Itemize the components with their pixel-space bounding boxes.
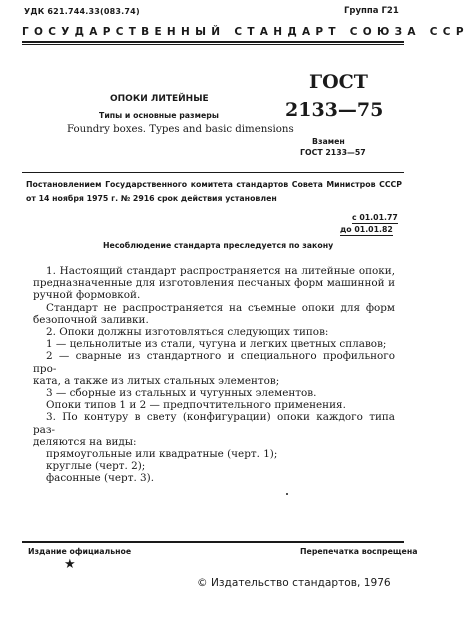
body-text bbox=[33, 265, 395, 485]
document-title: ОПОКИ ЛИТЕЙНЫЕ bbox=[110, 94, 209, 104]
star-icon: ★ bbox=[64, 557, 76, 572]
banner-divider bbox=[22, 41, 404, 43]
p1-line-1: 1. Настоящий стандарт распространяется на литейные опоки, bbox=[46, 265, 395, 277]
banner-divider-thin bbox=[22, 44, 404, 45]
legal-warning: Несоблюдение стандарта преследуется по закону bbox=[103, 241, 334, 250]
p11-line: фасонные (черт. 3). bbox=[46, 472, 155, 485]
state-standard-banner: ГОСУДАРСТВЕННЫЙ СТАНДАРТ СОЮЗА ССР bbox=[22, 26, 469, 38]
group-code: Группа Г21 bbox=[344, 6, 399, 16]
p1-line-2: предназначенные для изготовления песчаных форм машинной и bbox=[33, 277, 395, 290]
effective-from: с 01.01.77 bbox=[352, 213, 398, 222]
p8-line-2: деляются на виды: bbox=[33, 435, 137, 448]
footer-divider bbox=[22, 541, 404, 543]
p5-line-2: ката, а также из литых стальных элементов; bbox=[33, 374, 280, 387]
english-title: Foundry boxes. Types and basic dimensions bbox=[67, 124, 294, 135]
p1-line-3: ручной формовкой. bbox=[33, 289, 141, 302]
stray-dot bbox=[286, 493, 288, 495]
p2-line-1: Стандарт не распространяется на съемные опоки для форм bbox=[46, 301, 395, 314]
udk-code: УДК 621.744.33(083.74) bbox=[24, 7, 140, 16]
replaces-standard: ГОСТ 2133—57 bbox=[300, 148, 366, 157]
effective-to: до 01.01.82 bbox=[340, 225, 393, 234]
gost-number: 2133—75 bbox=[285, 99, 384, 121]
p10-line: круглые (черт. 2); bbox=[46, 460, 146, 473]
reprint-prohibited: Перепечатка воспрещена bbox=[300, 547, 418, 556]
gost-label: ГОСТ bbox=[309, 71, 368, 93]
p4-line: 1 — цельнолитые из стали, чугуна и легких цветных сплавов; bbox=[46, 338, 387, 351]
p6-line: 3 — сборные из стальных и чугунных элементов. bbox=[46, 387, 317, 400]
title-divider bbox=[22, 172, 404, 173]
resolution-line-2: от 14 ноября 1975 г. № 2916 срок действия установлен bbox=[26, 194, 277, 203]
p7-line: Опоки типов 1 и 2 — предпочтительного применения. bbox=[46, 399, 346, 412]
resolution-line-1: Постановлением Государственного комитета стандартов Совета Министров СССР bbox=[26, 180, 402, 189]
replaces-label: Взамен bbox=[312, 137, 345, 146]
p5-line-1: 2 — сварные из стандартного и специального профильного про- bbox=[33, 350, 395, 375]
p8-line-1: 3. По контуру в свету (конфигурации) опоки каждого типа раз- bbox=[33, 411, 395, 436]
copyright: © Издательство стандартов, 1976 bbox=[197, 577, 391, 589]
p2-line-2: безопочной заливки. bbox=[33, 313, 149, 326]
p3-line: 2. Опоки должны изготовляться следующих типов: bbox=[46, 326, 329, 339]
p9-line: прямоугольные или квадратные (черт. 1); bbox=[46, 448, 278, 461]
official-edition: Издание официальное bbox=[28, 547, 132, 556]
document-subtitle: Типы и основные размеры bbox=[99, 111, 219, 120]
